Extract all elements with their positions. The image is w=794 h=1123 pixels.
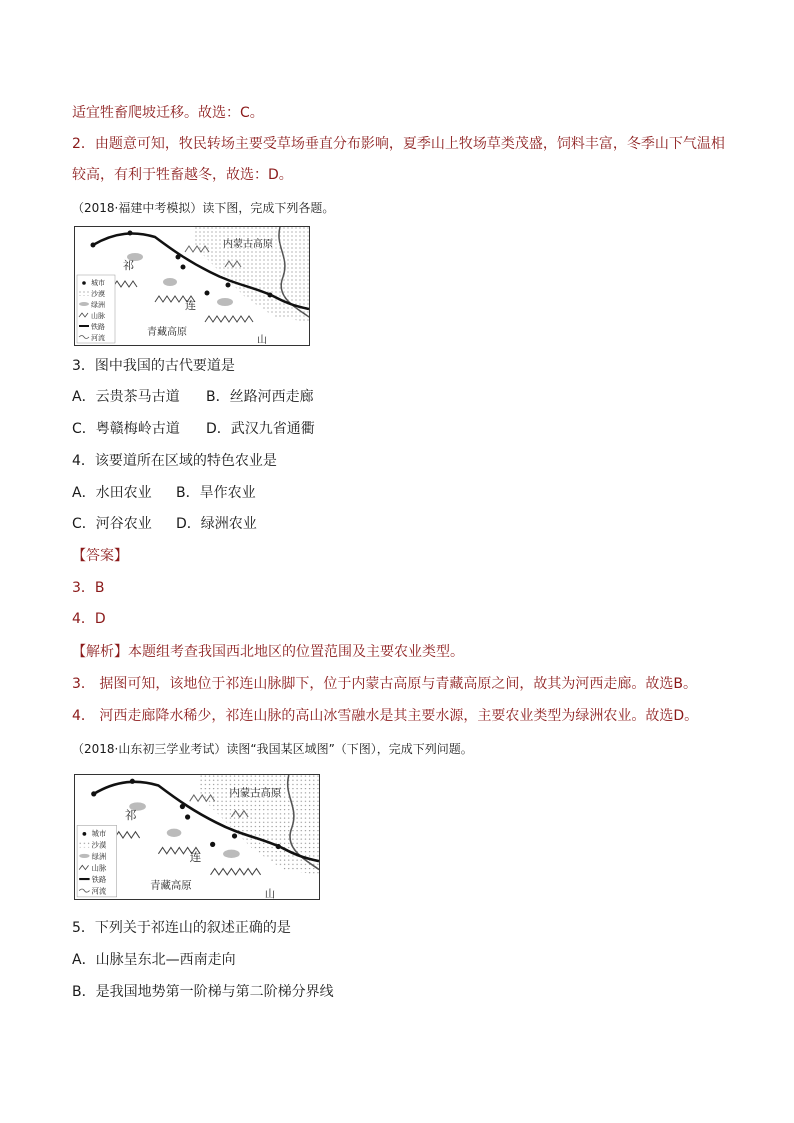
analysis-4: 4． 河西走廊降水稀少，祁连山脉的高山冰雪融水是其主要水源，主要农业类型为绿洲农业。故选D。 (72, 708, 699, 724)
legend-desert: 沙漠 (91, 840, 107, 850)
oasis (223, 850, 240, 858)
city-dot (91, 243, 96, 248)
option-b: B．丝路河西走廊 (206, 389, 314, 405)
city-dot (91, 791, 96, 796)
legend-desert: 沙漠 (91, 290, 105, 298)
legend-city: 城市 (91, 279, 105, 287)
question-4: 4．该要道所在区域的特色农业是 (72, 453, 277, 469)
legend-city-symbol (82, 281, 86, 285)
legend-city-symbol (83, 832, 87, 836)
legend-desert-symbol (79, 291, 89, 296)
map-figure (74, 226, 310, 346)
option-d: D．绿洲农业 (176, 516, 257, 532)
analysis-text: 本题组考查我国西北地区的位置范围及主要农业类型。 (128, 644, 464, 660)
city-dot (128, 231, 133, 236)
legend-mountain: 山脉 (91, 863, 107, 873)
map-label-neimenggu: 内蒙古高原 (223, 239, 273, 250)
option-a: A．水田农业 (72, 485, 152, 501)
legend-city: 城市 (91, 828, 107, 838)
region-map (75, 227, 309, 345)
map-label-neimenggu: 内蒙古高原 (229, 786, 282, 800)
map-label-qi: 祁 (123, 259, 134, 272)
analysis-heading: 【解析】 (72, 644, 128, 660)
legend-mountain: 山脉 (91, 312, 105, 320)
text-line: 2．由题意可知，牧民转场主要受草场垂直分布影响，夏季山上牧场草类茂盛，饲料丰富，冬季山下气温相 (72, 136, 725, 152)
option-b: B．旱作农业 (176, 485, 256, 501)
city-dot (226, 283, 231, 288)
question-source: （2018·山东初三学业考试）读图“我国某区域图”（下图），完成下列问题。 (72, 742, 473, 756)
legend-desert-symbol (79, 842, 89, 847)
map-label-shan: 山 (264, 887, 276, 899)
oasis (163, 278, 177, 286)
map-label-qingzang: 青藏高原 (150, 879, 192, 892)
legend-oasis: 绿洲 (91, 852, 107, 862)
map-label-lian: 连 (185, 299, 196, 312)
city-dot (130, 779, 135, 784)
text-line: 适宜牲畜爬坡迁移。故选：C。 (72, 105, 264, 121)
oasis (217, 298, 233, 306)
map-figure (74, 774, 320, 900)
analysis-3: 3． 据图可知，该地位于祁连山脉脚下，位于内蒙古高原与青藏高原之间，故其为河西走廊。故选B。 (72, 676, 697, 692)
oasis (167, 829, 182, 837)
answer-heading: 【答案】 (72, 548, 128, 564)
legend-railway: 铁路 (91, 875, 107, 885)
question-5: 5．下列关于祁连山的叙述正确的是 (72, 920, 291, 936)
city-dot (205, 291, 210, 296)
question-source: （2018·福建中考模拟）读下图，完成下列各题。 (72, 201, 335, 215)
legend-river: 河流 (91, 886, 107, 896)
map-label-qi: 祁 (125, 808, 137, 823)
city-dot (232, 833, 237, 838)
option-d: D．武汉九省通衢 (206, 421, 315, 437)
text-line: 较高，有利于牲畜越冬，故选：D。 (72, 167, 293, 183)
legend-railway: 铁路 (91, 323, 105, 331)
city-dot (181, 265, 186, 270)
legend-oasis: 绿洲 (91, 301, 105, 309)
legend-oasis-symbol (79, 854, 89, 858)
map-label-qingzang: 青藏高原 (147, 327, 187, 338)
option-b: B．是我国地势第一阶梯与第二阶梯分界线 (72, 984, 334, 1000)
legend-river: 河流 (91, 334, 105, 342)
region-map (75, 775, 319, 899)
answer-4: 4．D (72, 611, 106, 627)
city-dot (210, 842, 215, 847)
legend-oasis-symbol (79, 302, 89, 306)
map-label-shan: 山 (257, 335, 267, 345)
analysis-line (72, 643, 464, 661)
city-dot (268, 293, 273, 298)
map-label-lian: 连 (189, 850, 202, 865)
question-3: 3．图中我国的古代要道是 (72, 358, 235, 374)
option-a: A．云贵茶马古道 (72, 389, 180, 405)
city-dot (176, 255, 181, 260)
option-c: C．粤赣梅岭古道 (72, 421, 180, 437)
answer-3: 3．B (72, 580, 105, 596)
option-a: A．山脉呈东北—西南走向 (72, 952, 236, 968)
option-c: C．河谷农业 (72, 516, 152, 532)
city-dot (180, 804, 185, 809)
city-dot (185, 814, 190, 819)
city-dot (276, 844, 281, 849)
